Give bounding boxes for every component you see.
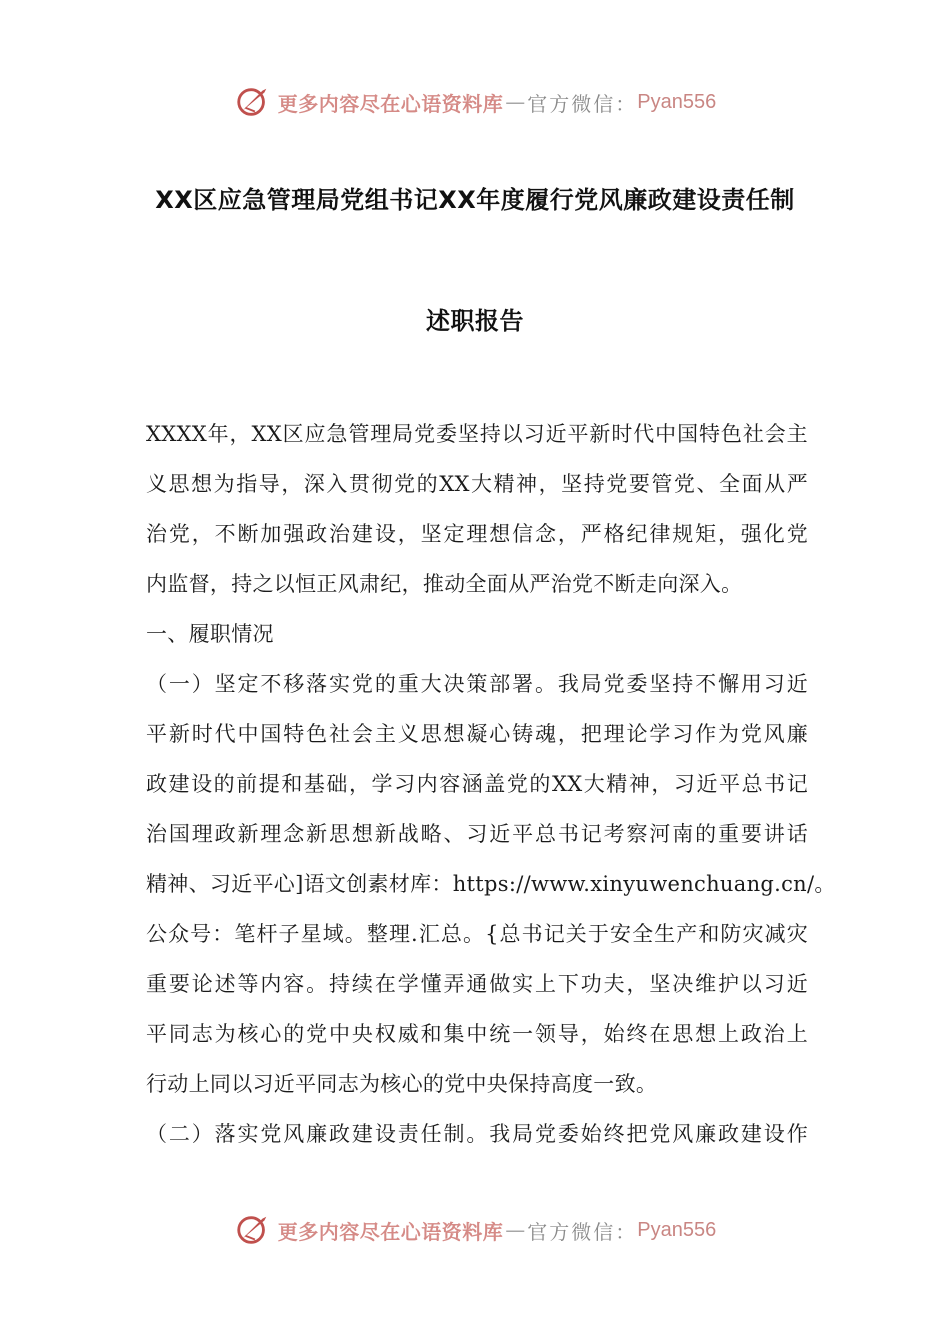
banner-wechat-label: 官方微信： xyxy=(527,1219,638,1244)
body-line: （一）坚定不移落实党的重大决策部署。我局党委坚持不懈用习近 xyxy=(146,672,808,696)
body-line: 治国理政新理念新思想新战略、习近平总书记考察河南的重要讲话 xyxy=(146,822,808,846)
header-banner xyxy=(0,80,950,124)
body-line: （二）落实党风廉政建设责任制。我局党委始终把党风廉政建设作 xyxy=(146,1122,808,1146)
body-line: XXXX年，XX区应急管理局党委坚持以习近平新时代中国特色社会主 xyxy=(146,422,808,446)
body-line: 重要论述等内容。持续在学懂弄通做实上下功夫，坚决维护以习近 xyxy=(146,972,808,996)
body-line: 行动上同以习近平同志为核心的党中央保持高度一致。 xyxy=(146,1072,658,1096)
banner-text: 更多内容尽在心语资料库 xyxy=(277,1219,504,1244)
footer-banner xyxy=(0,1208,950,1252)
body-line: 平新时代中国特色社会主义思想凝心铸魂，把理论学习作为党风廉 xyxy=(146,722,808,746)
document-body xyxy=(146,414,836,1164)
body-line: 内监督，持之以恒正风肃纪，推动全面从严治党不断走向深入。 xyxy=(146,572,743,596)
body-line: 政建设的前提和基础，学习内容涵盖党的XX大精神，习近平总书记 xyxy=(146,772,808,796)
banner-wechat-id: Pyan556 xyxy=(637,90,717,113)
banner-wechat-id: Pyan556 xyxy=(637,1218,717,1241)
section-heading: 一、履职情况 xyxy=(146,622,274,646)
body-line: 治党，不断加强政治建设，坚定理想信念，严格纪律规矩，强化党 xyxy=(146,522,808,546)
document-title-line2: 述职报告 xyxy=(426,307,524,335)
banner-separator: — xyxy=(505,1218,526,1242)
body-line: 义思想为指导，深入贯彻党的XX大精神，坚持党要管党、全面从严 xyxy=(146,472,808,496)
quill-logo-icon xyxy=(234,1211,272,1249)
banner-text: 更多内容尽在心语资料库 xyxy=(277,91,504,116)
document-title: XX区应急管理局党组书记XX年度履行党风廉政建设责任制 xyxy=(155,186,795,214)
banner-wechat-label: 官方微信： xyxy=(527,91,638,116)
quill-logo-icon xyxy=(234,83,272,121)
banner-separator: — xyxy=(505,90,526,114)
body-line: 公众号：笔杆子星域。整理.汇总。{总书记关于安全生产和防灾减灾 xyxy=(146,922,808,946)
body-line: 精神、习近平心]语文创素材库：https://www.xinyuwenchuang.cn/。 xyxy=(146,872,836,896)
body-line: 平同志为核心的党中央权威和集中统一领导，始终在思想上政治上 xyxy=(146,1022,808,1046)
